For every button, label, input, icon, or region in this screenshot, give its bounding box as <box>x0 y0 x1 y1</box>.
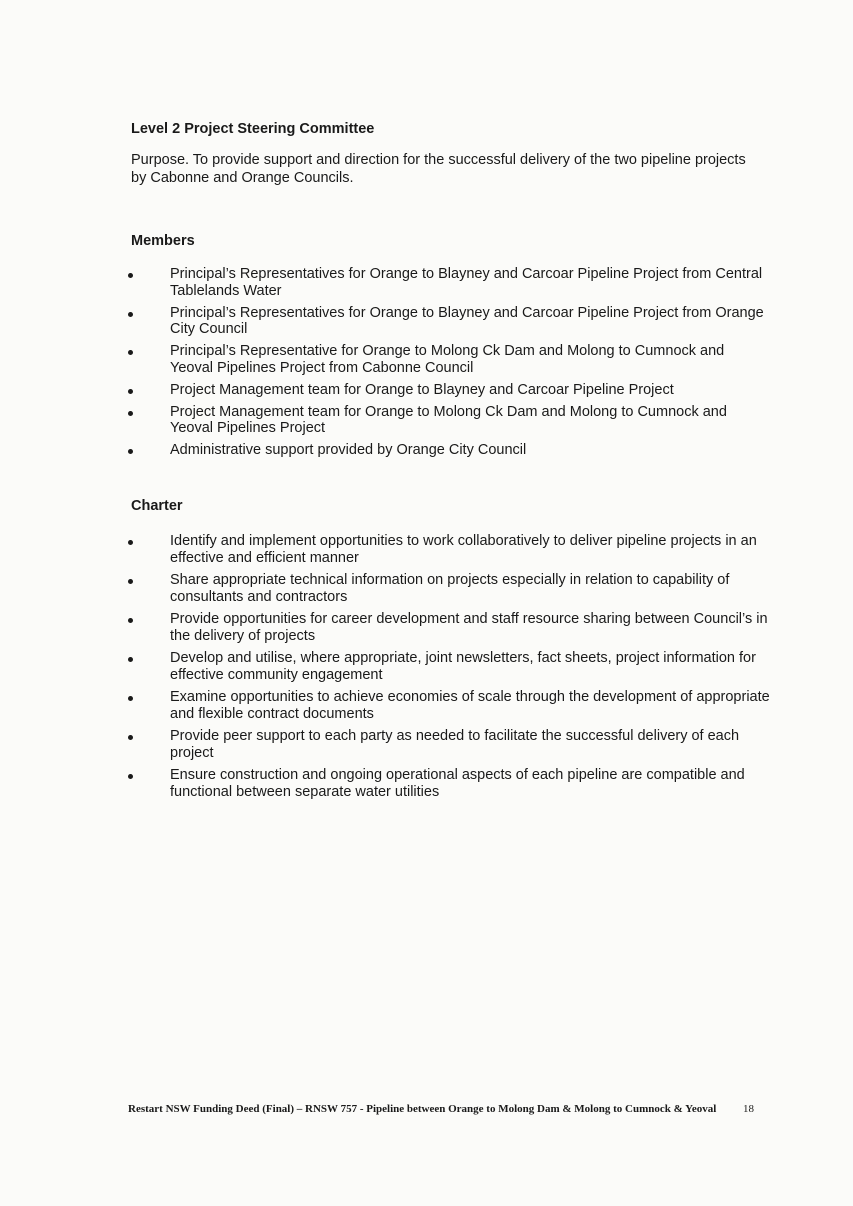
footer-text: Restart NSW Funding Deed (Final) – RNSW 757 - Pipeline between Orange to Molong Dam & Molong to Cumnock & Yeoval <box>128 1103 717 1115</box>
list-item <box>0 382 770 399</box>
list-item-text: Provide opportunities for career development and staff resource sharing between Council’s in the delivery of projects <box>170 611 768 644</box>
list-item <box>0 404 770 437</box>
bullet-icon <box>128 618 133 623</box>
bullet-icon <box>128 579 133 584</box>
page-footer <box>128 1102 768 1116</box>
list-item <box>0 572 770 605</box>
list-item-text: Identify and implement opportunities to work collaboratively to deliver pipeline projects in an effective and efficient manner <box>170 533 757 566</box>
list-item-text: Project Management team for Orange to Blayney and Carcoar Pipeline Project <box>170 381 674 398</box>
page-number: 18 <box>743 1103 754 1115</box>
list-item-text: Administrative support provided by Orange City Council <box>170 442 527 458</box>
list-item-text: Provide peer support to each party as needed to facilitate the successful delivery of each project <box>170 728 740 761</box>
list-item-text: Share appropriate technical information on projects especially in relation to capability of consultants and contractors <box>170 572 730 605</box>
list-item <box>0 689 770 722</box>
bullet-icon <box>128 657 133 662</box>
list-item-text: Principal’s Representatives for Orange to Blayney and Carcoar Pipeline Project from Orange City Council <box>170 304 764 337</box>
members-heading: Members <box>131 233 195 249</box>
list-item-text: Examine opportunities to achieve economies of scale through the development of appropriate and flexible contract documents <box>170 689 770 722</box>
bullet-icon <box>128 273 133 278</box>
bullet-icon <box>128 696 133 701</box>
bullet-icon <box>128 449 133 454</box>
members-list <box>0 266 853 464</box>
list-item-text: Develop and utilise, where appropriate, joint newsletters, fact sheets, project information for effective community engagement <box>170 650 756 683</box>
bullet-icon <box>128 411 133 416</box>
bullet-icon <box>128 350 133 355</box>
list-item-text: Ensure construction and ongoing operational aspects of each pipeline are compatible and functional between separate water utilities <box>170 767 745 800</box>
level-heading: Level 2 Project Steering Committee <box>131 121 375 137</box>
list-item <box>0 611 770 644</box>
list-item-text: Principal’s Representative for Orange to Molong Ck Dam and Molong to Cumnock and Yeoval Pipelines Project from Cabonne Council <box>170 343 725 376</box>
charter-heading: Charter <box>131 498 183 514</box>
bullet-icon <box>128 735 133 740</box>
charter-list <box>0 533 853 806</box>
list-item-text: Principal’s Representatives for Orange to Blayney and Carcoar Pipeline Project from Central Tablelands Water <box>170 266 763 299</box>
list-item <box>0 767 770 800</box>
bullet-icon <box>128 774 133 779</box>
bullet-icon <box>128 389 133 394</box>
list-item <box>0 650 770 683</box>
bullet-icon <box>128 540 133 545</box>
list-item <box>0 728 770 761</box>
list-item <box>0 343 770 376</box>
list-item <box>0 305 770 338</box>
list-item <box>0 266 770 299</box>
list-item <box>0 533 770 566</box>
list-item-text: Project Management team for Orange to Molong Ck Dam and Molong to Cumnock and Yeoval Pipelines Project <box>170 403 727 436</box>
list-item <box>0 442 770 459</box>
purpose-paragraph: Purpose. To provide support and direction for the successful delivery of the two pipeline projects by Cabonne and Orange Councils. <box>131 152 746 186</box>
bullet-icon <box>128 312 133 317</box>
